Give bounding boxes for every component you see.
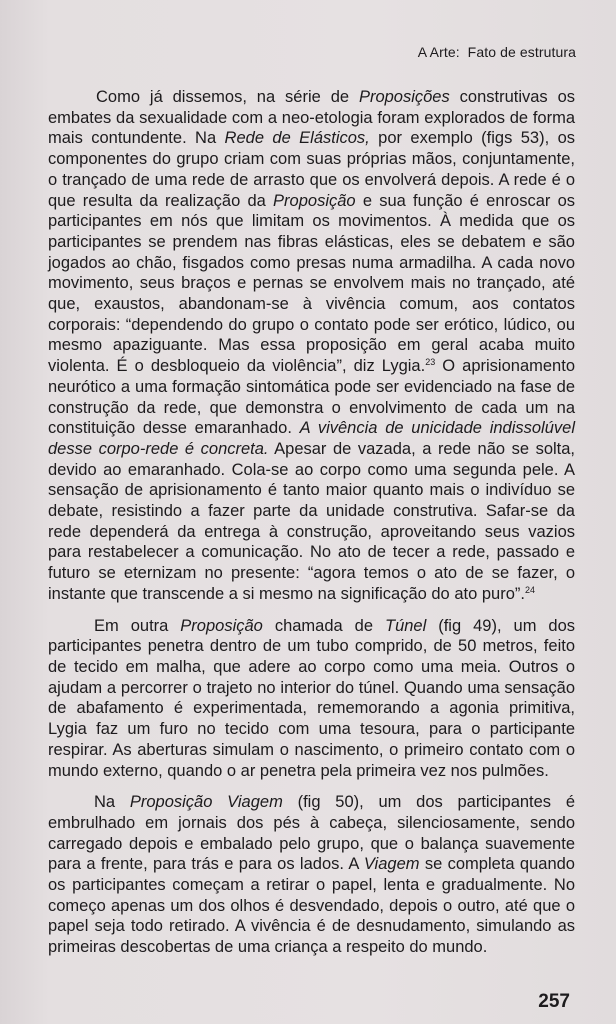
italic-run: Proposições <box>358 88 450 106</box>
footnote-ref: 24 <box>524 584 535 595</box>
paragraph <box>48 87 575 605</box>
text-run: O aprisionamento neurótico a uma formação sintomática pode ser evidenciado na fase de construção da rede, que demonstra o envolvimento de cada um na constituição desse emaranhado. <box>48 357 575 438</box>
italic-run: A vivência de unicidade indissolúvel desse corpo-rede é concreta. <box>48 419 575 458</box>
text-run: Em outra <box>94 616 181 635</box>
paragraph <box>48 616 575 782</box>
text-run: chamada de <box>262 616 385 635</box>
text-run: Como já dissemos, na série de <box>96 88 359 106</box>
footnote-ref: 23 <box>425 357 436 368</box>
text-run: Apesar de vazada, a rede não se solta, devido ao emaranhado. Cola-se ao corpo como uma segunda pele. A sensação de aprisionamento é tanto maior quanto mais o indivíduo se debate, resistindo a fazer parte da unidade construtiva. Safar-se da rede dependerá da entrega à construção, aproveitando seus vazios para restabelecer a comunicação. No ato de tecer a rede, passado e futuro se eternizam no presente: “agora temos o ato de se fazer, o instante que transcende a si mesmo na significação do ato puro”. <box>48 439 576 603</box>
text-run: (fig 49), um dos participantes penetra dentro de um tubo comprido, de 50 metros, feito de tecido em malha, que adere ao corpo como uma meia. Outros o ajudam a percorrer o trajeto no interior do túnel. Quando uma sensação de abafamento é experimentada, rememorando a agonia primitiva, Lygia faz um furo no tecido com uma tesoura, para o participante respirar. As aberturas simulam o nascimento, o primeiro contato com o mundo externo, quando o ar penetra pela primeira vez nos pulmões. <box>48 616 576 780</box>
body-text <box>48 87 575 969</box>
italic-run: Túnel <box>384 616 427 635</box>
italic-run: Proposição <box>273 191 356 210</box>
italic-run: Proposição Viagem <box>129 793 283 812</box>
text-run: se completa quando os participantes começam a retirar o papel, lenta e gradualmente. No começo apenas um dos olhos é desvendado, depois o outro, até que o papel seja todo retirado. A vivência é de desnudamento, simulando as primeiras descobertas de uma criança a respeito do mundo. <box>48 855 575 957</box>
text-run: construtivas os embates da sexualidade com a neo-etologia foram explorados de forma mais contundente. Na <box>48 88 575 148</box>
italic-run: Rede de Elásticos, <box>224 129 370 148</box>
running-head: A Arte: Fato de estrutura <box>417 44 576 60</box>
italic-run: Viagem <box>363 855 420 874</box>
text-run: e sua função é enroscar os participantes em nós que limitam os movimentos. À medida que os participantes se prendem nas fibras elásticas, eles se debatem e são jogados ao chão, fisgados como presas numa armadilha. A cada novo movimento, seus braços e pernas se envolvem mais no trançado, até que, exaustos, abandonam-se à vivência comum, aos contatos corporais: “dependendo do grupo o contato pode ser erótico, lúdico, ou mesmo apaziguante. Mas essa proposição em geral acaba muito violenta. É o desbloqueio da violência”, diz Lygia. <box>48 191 576 376</box>
page-number: 257 <box>538 991 570 1012</box>
text-run: por exemplo (figs 53), os componentes do grupo criam com suas próprias mãos, conjuntamente, o trançado de uma rede de arrasto que os envolverá depois. A rede é o que resulta da realização da <box>48 129 576 210</box>
text-run: (fig 50), um dos participantes é embrulhado em jornais dos pés à cabeça, silenciosamente, sendo carregado depois e embalado pelo grupo, que o balança suavemente para a frente, para trás e para os lados. A <box>48 793 575 874</box>
paragraph <box>48 792 575 958</box>
text-run: Na <box>94 793 130 812</box>
italic-run: Proposição <box>180 616 263 635</box>
